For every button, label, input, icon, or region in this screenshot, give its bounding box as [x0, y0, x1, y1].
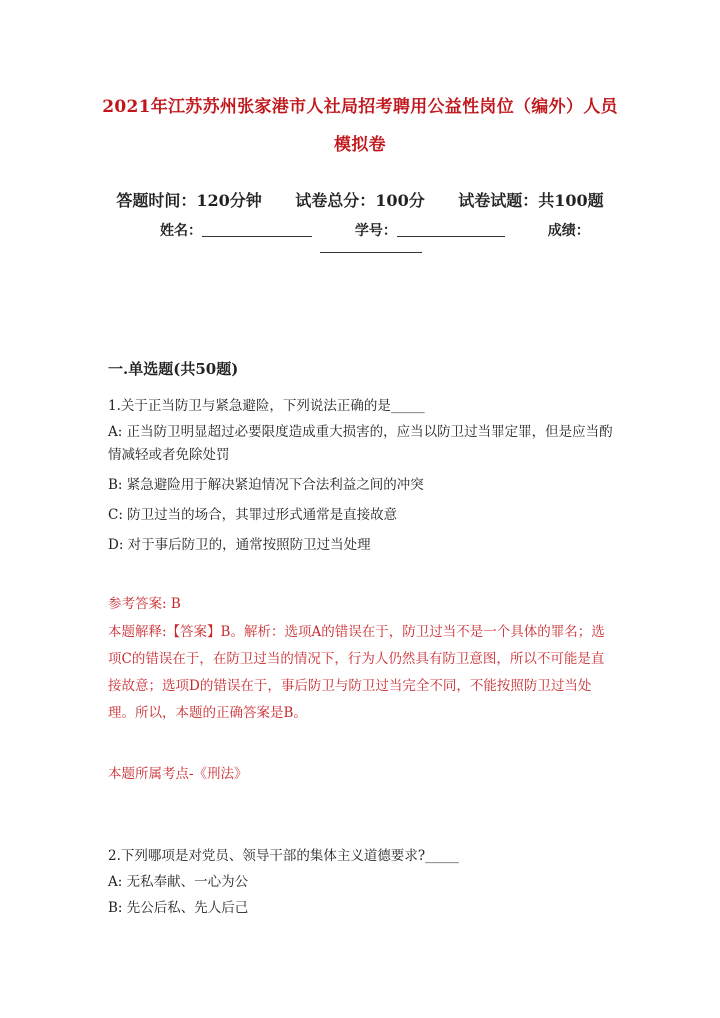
exam-title	[100, 88, 620, 164]
score-blank	[320, 252, 422, 253]
exam-total-score: 试卷总分：100分	[295, 191, 425, 210]
option-b: B: 先公后私、先人后己	[108, 900, 249, 916]
name-blank	[202, 222, 312, 237]
exam-question-count: 试卷试题：共100题	[458, 191, 604, 210]
exam-title-line1: 2021年江苏苏州张家港市人社局招考聘用公益性岗位（编外）人员	[102, 97, 618, 117]
question-stem: 2.下列哪项是对党员、领导干部的集体主义道德要求?_____	[108, 848, 459, 864]
question-2	[108, 845, 613, 920]
id-label: 学号：	[354, 223, 397, 239]
answer-explanation: 本题解释:【答案】B。解析：选项A的错误在于，防卫过当不是一个具体的罪名；选项C的错误在于，在防卫过当的情况下，行为人仍然具有防卫意图，所以不可能是直接故意；选项D的错误在于，事后防卫与防卫过当完全不同，不能按照防卫过当处理。所以，本题的正确答案是B。	[108, 624, 605, 721]
score-label: 成绩：	[547, 223, 590, 239]
option-b: B: 紧急避险用于解决紧迫情况下合法利益之间的冲突	[108, 477, 424, 493]
option-a: A: 正当防卫明显超过必要限度造成重大损害的，应当以防卫过当罪定罪，但是应当酌情减轻或者免除处罚	[108, 424, 613, 463]
section-title: 一.单选题(共50题)	[108, 360, 239, 378]
option-a: A: 无私奉献、一心为公	[108, 874, 249, 890]
question-stem: 1.关于正当防卫与紧急避险，下列说法正确的是_____	[108, 398, 425, 414]
exam-meta	[0, 188, 720, 211]
question-1	[108, 395, 613, 557]
option-c: C: 防卫过当的场合，其罪过形式通常是直接故意	[108, 507, 398, 523]
exam-title-line2: 模拟卷	[334, 135, 386, 155]
answer-key: 参考答案: B	[108, 596, 181, 612]
option-d: D: 对于事后防卫的，通常按照防卫过当处理	[108, 537, 371, 553]
exam-time: 答题时间：120分钟	[116, 191, 262, 210]
exam-point: 本题所属考点-《刑法》	[108, 766, 248, 782]
id-blank	[397, 222, 505, 237]
student-fields	[160, 220, 590, 240]
name-label: 姓名：	[160, 223, 202, 239]
